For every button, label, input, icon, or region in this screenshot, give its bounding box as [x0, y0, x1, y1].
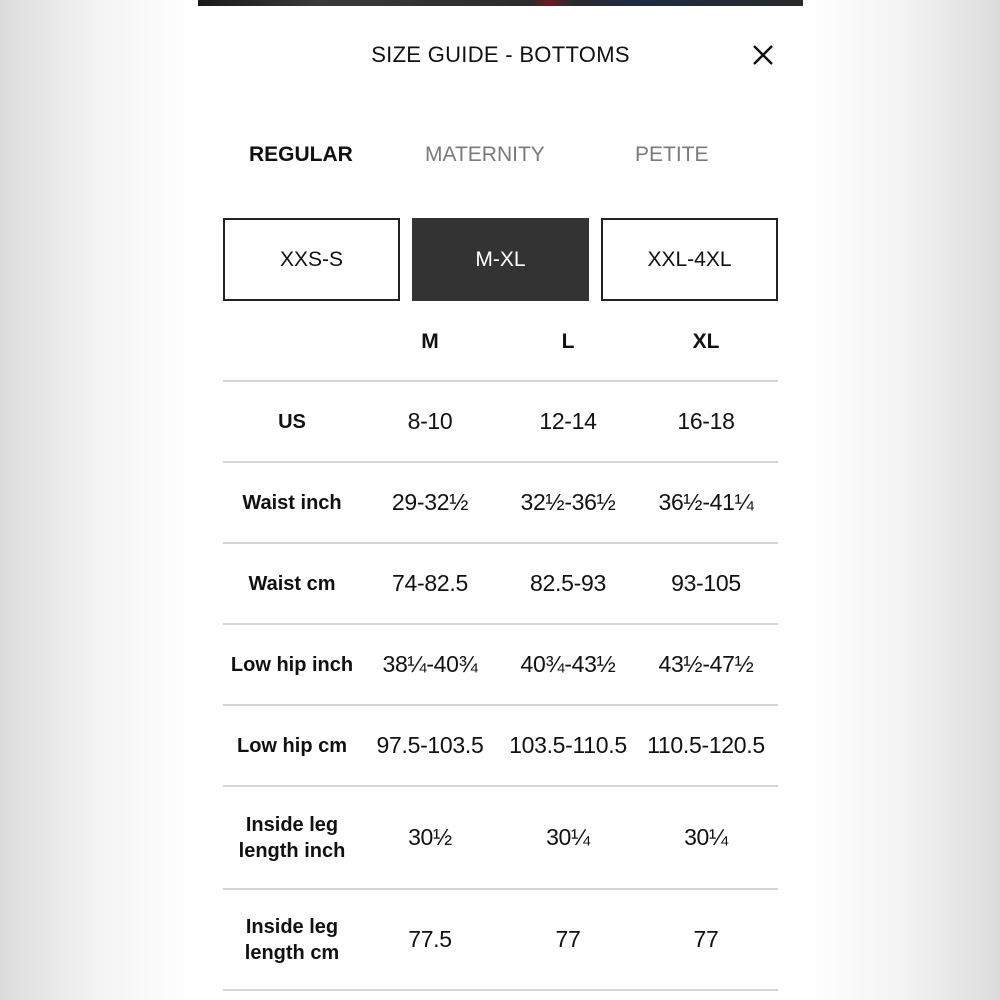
table-cell: 74-82.5: [392, 570, 468, 596]
table-row: [223, 461, 778, 542]
row-label: US: [278, 410, 306, 433]
table-cell: 30¼: [546, 824, 590, 850]
table-header-row: [223, 316, 778, 380]
column-header-xl: XL: [692, 330, 720, 353]
size-range-m-xl-button[interactable]: M-XL: [412, 218, 589, 301]
column-header-l: L: [561, 330, 575, 353]
table-row: [223, 542, 778, 623]
table-cell: 40¾-43½: [520, 651, 616, 677]
row-label: Low hip cm: [237, 734, 347, 757]
close-icon: [750, 42, 776, 68]
close-button[interactable]: [750, 42, 776, 68]
tab-regular[interactable]: REGULAR: [249, 143, 353, 166]
size-table: [223, 316, 778, 991]
table-cell: 77: [555, 926, 581, 952]
table-cell: 30¼: [684, 824, 728, 850]
table-row: [223, 704, 778, 785]
table-cell: 36½-41¼: [658, 489, 754, 515]
table-cell: 103.5-110.5: [509, 732, 627, 758]
table-cell: 16-18: [677, 408, 735, 434]
tab-petite[interactable]: PETITE: [635, 143, 709, 166]
tab-maternity[interactable]: MATERNITY: [425, 143, 545, 166]
table-cell: 32½-36½: [520, 489, 616, 515]
table-cell: 38¼-40¾: [382, 651, 478, 677]
table-row: [223, 785, 778, 888]
size-guide-modal: [198, 6, 803, 1000]
fit-tabs: [198, 143, 803, 173]
table-row: [223, 888, 778, 991]
table-cell: 77: [693, 926, 719, 952]
modal-title: SIZE GUIDE - BOTTOMS: [371, 42, 630, 67]
table-cell: 93-105: [671, 570, 741, 596]
table-row: [223, 623, 778, 704]
row-label: Low hip inch: [230, 653, 354, 676]
table-cell: 8-10: [407, 408, 453, 434]
row-label: Inside leg length cm: [244, 915, 340, 964]
table-cell: 82.5-93: [530, 570, 606, 596]
table-row: [223, 380, 778, 461]
table-cell: 29-32½: [391, 489, 469, 515]
column-header-m: M: [421, 330, 439, 353]
table-cell: 97.5-103.5: [376, 732, 484, 758]
row-label: Waist inch: [242, 491, 342, 514]
table-cell: 110.5-120.5: [647, 732, 765, 758]
size-range-xxs-s-button[interactable]: XXS-S: [223, 218, 400, 301]
row-label: Inside leg length inch: [238, 813, 346, 862]
table-cell: 12-14: [539, 408, 597, 434]
table-cell: 77.5: [408, 926, 452, 952]
table-cell: 43½-47½: [658, 651, 754, 677]
size-range-xxl-4xl-button[interactable]: XXL-4XL: [601, 218, 778, 301]
row-label: Waist cm: [248, 572, 336, 595]
table-cell: 30½: [408, 824, 452, 850]
